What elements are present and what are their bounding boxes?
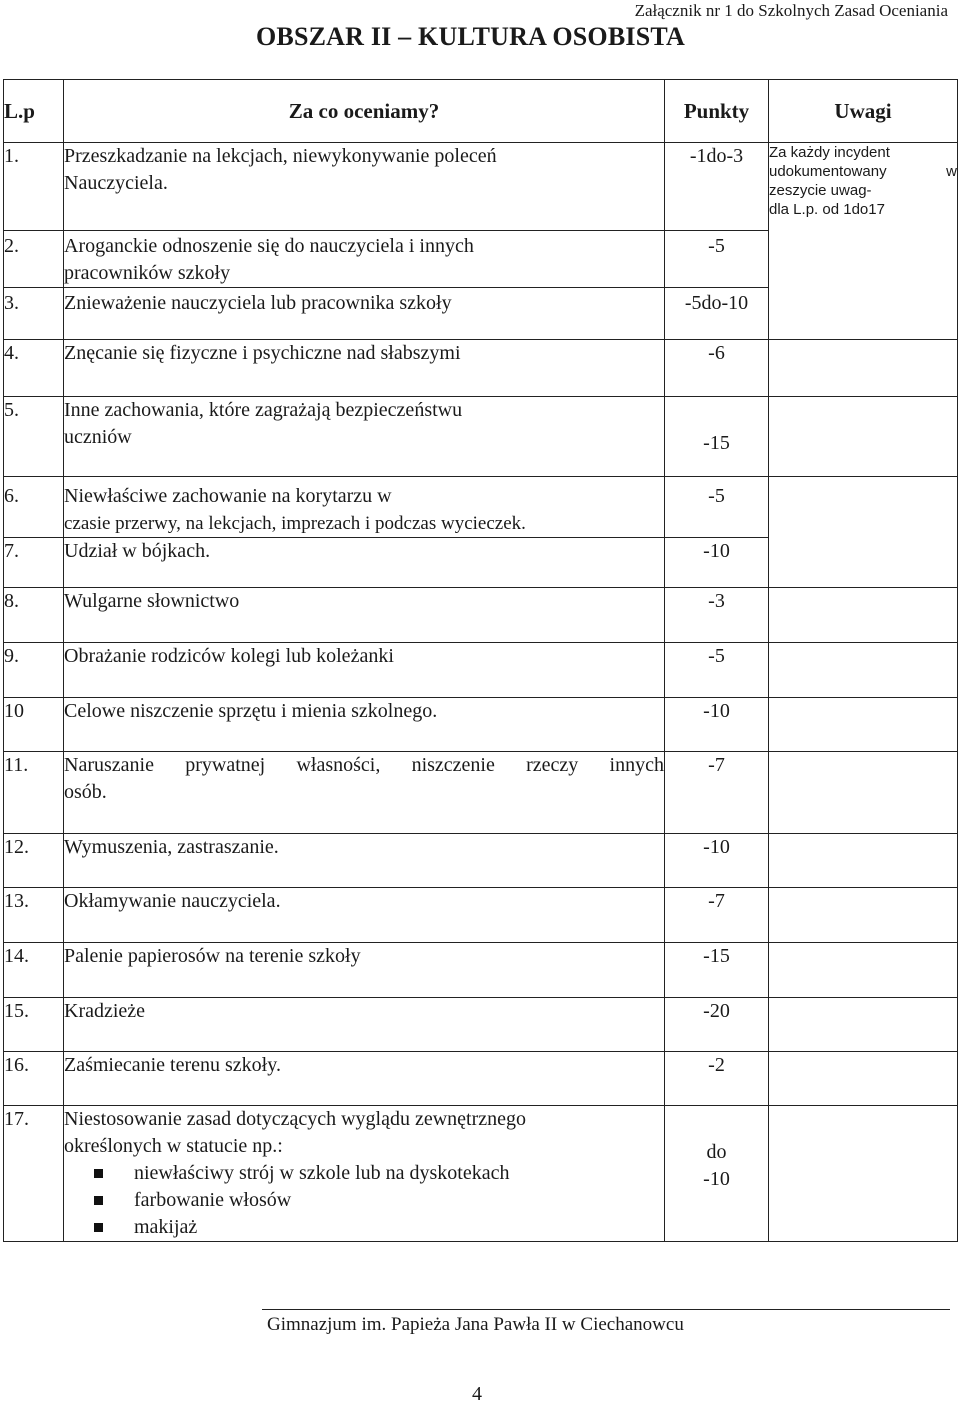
row-description-line: Inne zachowania, które zagrażają bezpieczeństwu bbox=[64, 399, 463, 421]
row-points: -3 bbox=[665, 588, 769, 643]
remark-word: udokumentowany bbox=[769, 163, 887, 180]
list-item-text: niewłaściwy strój w szkole lub na dyskotekach bbox=[134, 1162, 510, 1184]
attachment-note: Załącznik nr 1 do Szkolnych Zasad Oceniania bbox=[634, 1, 948, 20]
row-points: -10 bbox=[665, 834, 769, 888]
row-points: -20 bbox=[665, 998, 769, 1052]
table-row bbox=[4, 943, 958, 998]
list-item bbox=[94, 1160, 664, 1187]
row-description: Okłamywanie nauczyciela. bbox=[64, 888, 665, 943]
row-number: 3. bbox=[4, 288, 64, 340]
row-description-line: określonych w statucie np.: bbox=[64, 1135, 283, 1157]
table-row bbox=[4, 998, 958, 1052]
column-header-remarks: Uwagi bbox=[769, 80, 958, 143]
row-description-line: uczniów bbox=[64, 426, 132, 448]
row-description-line: osób. bbox=[64, 781, 107, 803]
row-description-line: czasie przerwy, na lekcjach, imprezach i podczas wycieczek. bbox=[64, 513, 526, 534]
row-description-line: Aroganckie odnoszenie się do nauczyciela i innych bbox=[64, 235, 474, 257]
row-points: -10 bbox=[665, 698, 769, 752]
table-row bbox=[4, 834, 958, 888]
footer-divider bbox=[262, 1309, 950, 1310]
table-row bbox=[4, 143, 958, 231]
remark-line bbox=[769, 162, 957, 181]
remarks-cell-empty bbox=[769, 888, 958, 943]
row-points bbox=[665, 1106, 769, 1242]
row-points: -15 bbox=[665, 943, 769, 998]
remarks-cell-empty bbox=[769, 752, 958, 834]
table-row bbox=[4, 643, 958, 698]
row-number: 13. bbox=[4, 888, 64, 943]
row-description: Znęcanie się fizyczne i psychiczne nad słabszymi bbox=[64, 340, 665, 397]
remarks-cell-empty bbox=[769, 477, 958, 588]
row-number: 2. bbox=[4, 231, 64, 288]
square-bullet-icon bbox=[94, 1196, 103, 1205]
row-number: 16. bbox=[4, 1052, 64, 1106]
row-number: 1. bbox=[4, 143, 64, 231]
column-header-lp: L.p bbox=[4, 80, 64, 143]
row-number: 7. bbox=[4, 538, 64, 588]
row-description: Kradzieże bbox=[64, 998, 665, 1052]
page-title: OBSZAR II – KULTURA OSOBISTA bbox=[256, 22, 685, 51]
row-description-line: Niestosowanie zasad dotyczących wyglądu zewnętrznego bbox=[64, 1108, 527, 1130]
row-description bbox=[64, 477, 665, 538]
row-number: 12. bbox=[4, 834, 64, 888]
row-description: Celowe niszczenie sprzętu i mienia szkolnego. bbox=[64, 698, 665, 752]
bullet-list bbox=[64, 1160, 664, 1241]
remark-line: zeszycie uwag- bbox=[769, 182, 872, 199]
row-description-line: Nauczyciela. bbox=[64, 172, 168, 194]
row-description: Wulgarne słownictwo bbox=[64, 588, 665, 643]
row-points: -15 bbox=[665, 397, 769, 477]
row-description bbox=[64, 397, 665, 477]
remark-word: w bbox=[946, 163, 957, 180]
row-number: 14. bbox=[4, 943, 64, 998]
row-description: Znieważenie nauczyciela lub pracownika szkoły bbox=[64, 288, 665, 340]
row-number: 15. bbox=[4, 998, 64, 1052]
row-points: -5 bbox=[665, 643, 769, 698]
footer-school-name: Gimnazjum im. Papieża Jana Pawła II w Ciechanowcu bbox=[267, 1314, 684, 1335]
page-number: 4 bbox=[472, 1383, 482, 1405]
remarks-cell-empty bbox=[769, 1052, 958, 1106]
row-points: -1do-3 bbox=[665, 143, 769, 231]
remarks-cell-empty bbox=[769, 397, 958, 477]
row-description-line: Przeszkadzanie na lekcjach, niewykonywanie poleceń bbox=[64, 145, 497, 167]
row-points: -5 bbox=[665, 477, 769, 538]
list-item bbox=[94, 1214, 664, 1241]
list-item-text: farbowanie włosów bbox=[134, 1189, 292, 1211]
table-row bbox=[4, 888, 958, 943]
table-row bbox=[4, 340, 958, 397]
row-number: 9. bbox=[4, 643, 64, 698]
remarks-cell-empty bbox=[769, 998, 958, 1052]
remark-line: dla L.p. od 1do17 bbox=[769, 201, 885, 218]
list-item bbox=[94, 1187, 664, 1214]
row-number: 6. bbox=[4, 477, 64, 538]
rules-table bbox=[3, 79, 958, 1242]
column-header-points: Punkty bbox=[665, 80, 769, 143]
table-header-row bbox=[4, 80, 958, 143]
row-description bbox=[64, 752, 665, 834]
row-points: -7 bbox=[665, 752, 769, 834]
row-points: -6 bbox=[665, 340, 769, 397]
row-description-line: Niewłaściwe zachowanie na korytarzu w bbox=[64, 485, 392, 507]
square-bullet-icon bbox=[94, 1169, 103, 1178]
row-description: Zaśmiecanie terenu szkoły. bbox=[64, 1052, 665, 1106]
row-description: Obrażanie rodziców kolegi lub koleżanki bbox=[64, 643, 665, 698]
row-description bbox=[64, 143, 665, 231]
row-number: 11. bbox=[4, 752, 64, 834]
remarks-cell bbox=[769, 143, 958, 340]
row-description-line: pracowników szkoły bbox=[64, 262, 231, 284]
remarks-cell-empty bbox=[769, 834, 958, 888]
row-points: -2 bbox=[665, 1052, 769, 1106]
remarks-cell-empty bbox=[769, 643, 958, 698]
row-points: -10 bbox=[665, 538, 769, 588]
row-number: 10 bbox=[4, 698, 64, 752]
remarks-cell-empty bbox=[769, 1106, 958, 1242]
table-row bbox=[4, 477, 958, 538]
column-header-what: Za co oceniamy? bbox=[64, 80, 665, 143]
list-item-text: makijaż bbox=[134, 1216, 198, 1238]
table-row bbox=[4, 588, 958, 643]
remarks-cell-empty bbox=[769, 943, 958, 998]
square-bullet-icon bbox=[94, 1223, 103, 1232]
row-number: 5. bbox=[4, 397, 64, 477]
row-points: -5 bbox=[665, 231, 769, 288]
table-row bbox=[4, 1106, 958, 1242]
row-points: -7 bbox=[665, 888, 769, 943]
row-number: 17. bbox=[4, 1106, 64, 1242]
table-row bbox=[4, 397, 958, 477]
row-description bbox=[64, 231, 665, 288]
table-row bbox=[4, 698, 958, 752]
row-description: Palenie papierosów na terenie szkoły bbox=[64, 943, 665, 998]
table-row bbox=[4, 1052, 958, 1106]
row-description: Wymuszenia, zastraszanie. bbox=[64, 834, 665, 888]
table-row bbox=[4, 752, 958, 834]
row-description: Udział w bójkach. bbox=[64, 538, 665, 588]
remarks-cell-empty bbox=[769, 340, 958, 397]
row-description bbox=[64, 1106, 665, 1242]
remarks-cell-empty bbox=[769, 588, 958, 643]
remark-line: Za każdy incydent bbox=[769, 144, 890, 161]
remarks-cell-empty bbox=[769, 698, 958, 752]
row-points-line: -10 bbox=[703, 1168, 730, 1190]
row-number: 4. bbox=[4, 340, 64, 397]
row-number: 8. bbox=[4, 588, 64, 643]
row-points: -5do-10 bbox=[665, 288, 769, 340]
row-description-line: Naruszanie prywatnej własności, niszczenie rzeczy innych bbox=[64, 754, 664, 776]
row-points-line: do bbox=[706, 1141, 727, 1163]
